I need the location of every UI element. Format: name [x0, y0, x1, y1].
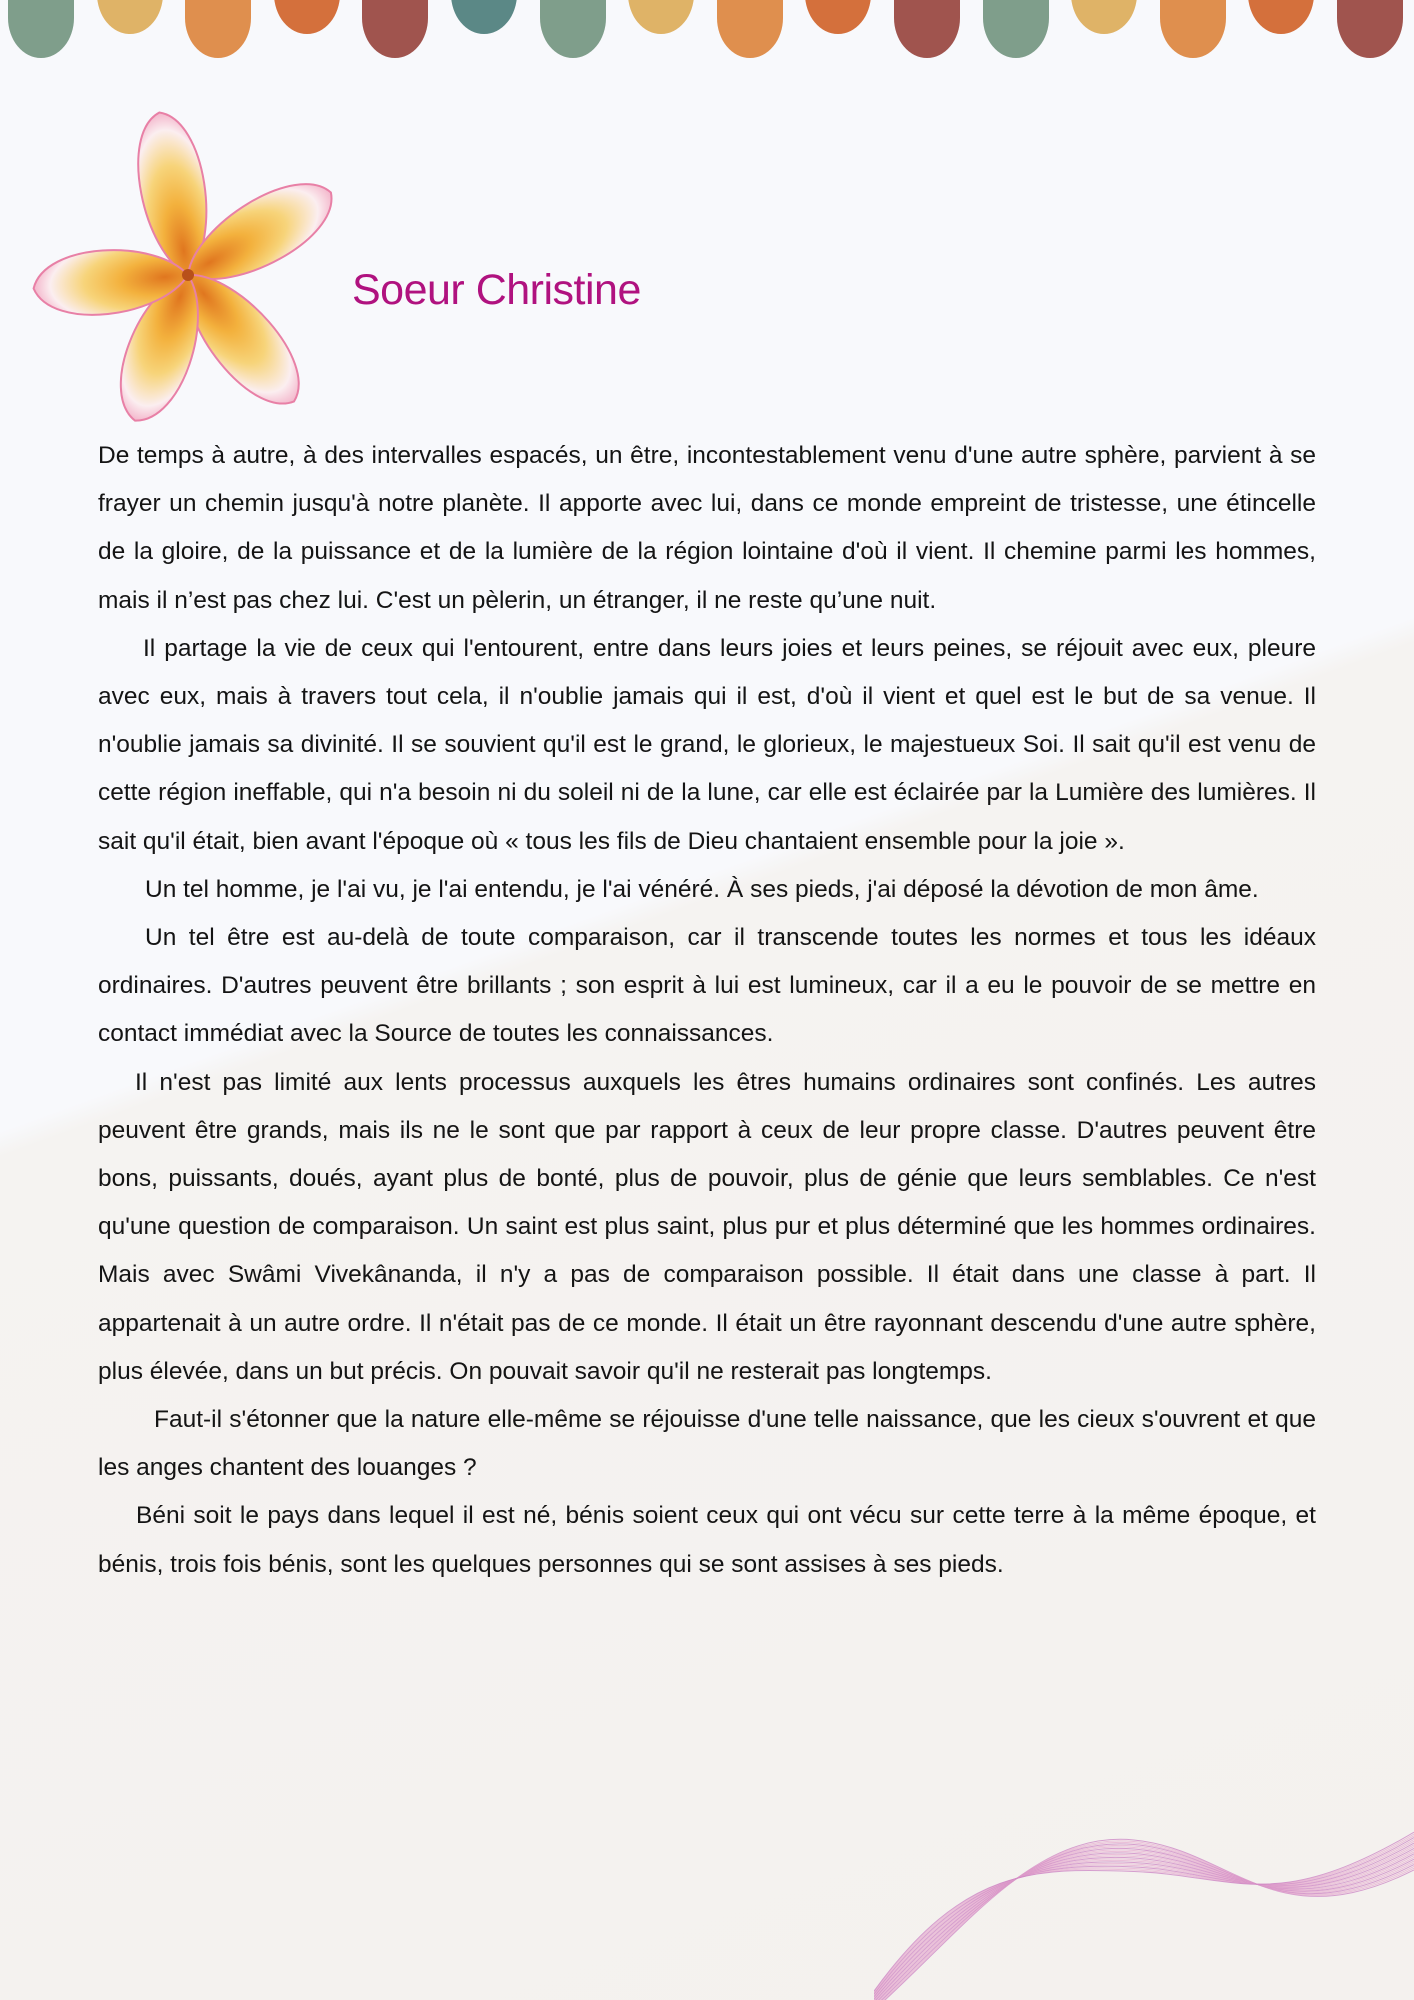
paint-drop [362, 0, 428, 58]
paint-drop [274, 0, 340, 34]
paint-drop [97, 0, 163, 34]
paint-drop [717, 0, 783, 58]
paint-drop [451, 0, 517, 34]
paint-drop [805, 0, 871, 34]
paint-drop [185, 0, 251, 58]
paint-drop [1160, 0, 1226, 58]
paragraph: Faut-il s'étonner que la nature elle-même se réjouisse d'une telle naissance, que les cieux s'ouvrent et que les anges chantent des louanges ? [98, 1406, 1316, 1482]
paint-drop [1248, 0, 1314, 34]
paint-drop [1071, 0, 1137, 34]
paint-drop [540, 0, 606, 58]
paragraph: Un tel homme, je l'ai vu, je l'ai entendu, je l'ai vénéré. À ses pieds, j'ai déposé la dévotion de mon âme. [145, 875, 1259, 903]
paint-drops-border [0, 0, 1414, 70]
paragraph: Un tel être est au-delà de toute comparaison, car il transcende toutes les normes et tous les idéaux ordinaires. D'autres peuvent être brillants ; son esprit à lui est lumineux, car il a eu le pouvoir de se mettre en contact immédiat avec la Source de toutes les connaissances. [98, 924, 1316, 1048]
paint-drop [1337, 0, 1403, 58]
paint-drop [628, 0, 694, 34]
article-body [98, 432, 1316, 1589]
pink-line-wave-icon [874, 1810, 1414, 2000]
paint-drop [8, 0, 74, 58]
paragraph: Il n'est pas limité aux lents processus auxquels les êtres humains ordinaires sont confinés. Les autres peuvent être grands, mais ils ne le sont que par rapport à ceux de leur propre classe. D'autres peuvent être bons, puissants, doués, ayant plus de bonté, plus de pouvoir, plus de génie que leurs semblables. Ce n'est qu'une question de comparaison. Un saint est plus saint, plus pur et plus déterminé que les hommes ordinaires. Mais avec Swâmi Vivekânanda, il n'y a pas de comparaison possible. Il était dans une classe à part. Il appartenait à un autre ordre. Il n'était pas de ce monde. Il était un être rayonnant descendu d'une autre sphère, plus élevée, dans un but précis. On pouvait savoir qu'il ne resterait pas longtemps. [98, 1068, 1316, 1385]
paragraph: De temps à autre, à des intervalles espacés, un être, incontestablement venu d'une autre sphère, parvient à se frayer un chemin jusqu'à notre planète. Il apporte avec lui, dans ce monde empreint de tristesse, une étincelle de la gloire, de la puissance et de la lumière de la région lointaine d'où il vient. Il chemine parmi les hommes, mais il n’est pas chez lui. C'est un pèlerin, un étranger, il ne reste qu’une nuit. [98, 442, 1316, 614]
paint-drop [983, 0, 1049, 58]
page-title: Soeur Christine [352, 266, 641, 314]
paragraph: Béni soit le pays dans lequel il est né, bénis soient ceux qui ont vécu sur cette terre à la même époque, et bénis, trois fois bénis, sont les quelques personnes qui se sont assises à ses pieds. [98, 1502, 1316, 1578]
plumeria-flower-icon [18, 105, 348, 425]
paragraph: Il partage la vie de ceux qui l'entourent, entre dans leurs joies et leurs peines, se réjouit avec eux, pleure avec eux, mais à travers tout cela, il n'oublie jamais qui il est, d'où il vient et quel est le but de sa venue. Il n'oublie jamais sa divinité. Il se souvient qu'il est le grand, le glorieux, le majestueux Soi. Il sait qu'il est venu de cette région ineffable, qui n'a besoin ni du soleil ni de la lune, car elle est éclairée par la Lumière des lumières. Il sait qu'il était, bien avant l'époque où « tous les fils de Dieu chantaient ensemble pour la joie ». [98, 634, 1316, 855]
paint-drop [894, 0, 960, 58]
